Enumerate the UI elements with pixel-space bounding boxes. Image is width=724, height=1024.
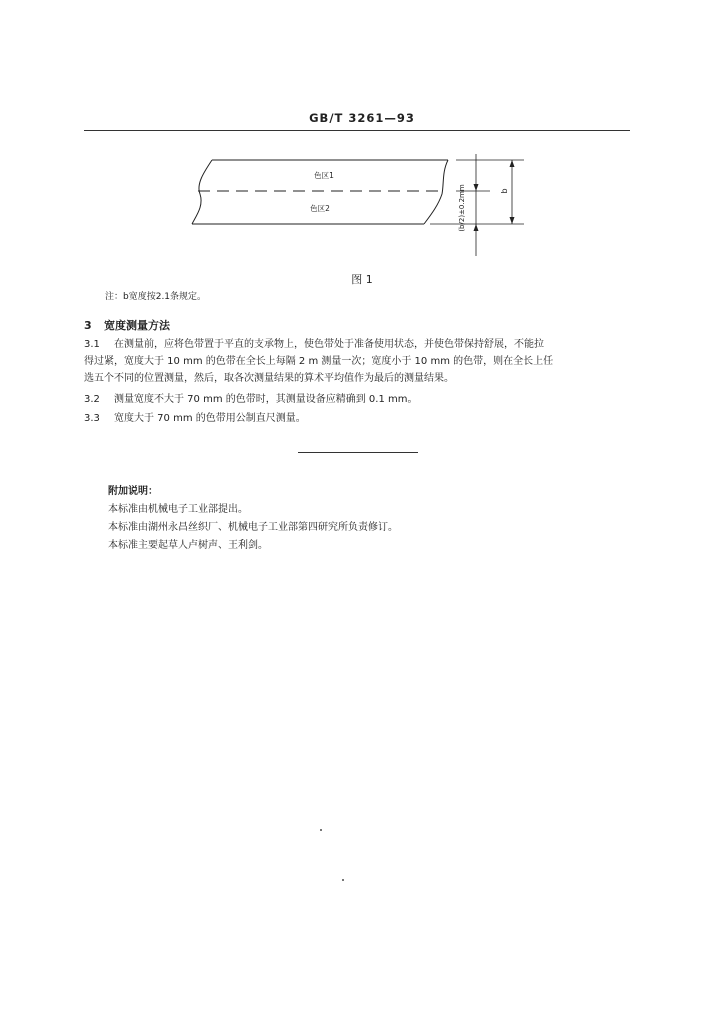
arrow-half-top: [474, 184, 479, 191]
figure-caption: 图 1: [351, 273, 373, 286]
ribbon-right-break: [424, 160, 448, 224]
scan-speck: [320, 829, 322, 831]
addendum-line-1: 本标准由机械电子工业部提出。: [108, 504, 248, 515]
paragraph-3-3-number: 3.3: [84, 413, 100, 424]
paragraph-3-1-line-2: 得过紧，宽度大于 10 mm 的色带在全长上每隔 2 m 测量一次；宽度小于 10 mm 的色带，则在全长上任: [84, 356, 554, 367]
figure-1-diagram: [190, 150, 530, 260]
paragraph-3-2: [84, 391, 636, 408]
section-number: 3: [84, 319, 92, 332]
paragraph-3-1: [84, 336, 636, 387]
section-separator: [298, 452, 418, 453]
addendum-line-2: 本标准由湖州永昌丝织厂、机械电子工业部第四研究所负责修订。: [108, 522, 398, 533]
section-heading: [84, 317, 170, 333]
document-header: GB/T 3261—93: [309, 111, 415, 125]
dim-full-label: b: [500, 188, 509, 194]
paragraph-3-1-line-1: 3.1 在测量前，应将色带置于平直的支承物上，使色带处于准备使用状态，并使色带保持舒展，不能拉: [84, 336, 636, 353]
zone2-label: 色区2: [310, 204, 330, 213]
figure-note: 注：b宽度按2.1条规定。: [105, 292, 207, 302]
arrow-full-top: [510, 160, 515, 167]
ribbon-left-break: [192, 160, 212, 224]
zone1-label: 色区1: [314, 171, 334, 180]
paragraph-3-3-text: 宽度大于 70 mm 的色带用公制直尺测量。: [114, 413, 306, 424]
dim-half-label: (b/2)±0.2mm: [458, 184, 466, 232]
paragraph-3-3: [84, 410, 636, 427]
paragraph-3-1-number: 3.1: [84, 339, 100, 350]
paragraph-3-1-line-3: 选五个不同的位置测量，然后，取各次测量结果的算术平均值作为最后的测量结果。: [84, 373, 454, 384]
paragraph-3-2-number: 3.2: [84, 394, 100, 405]
addendum-title: 附加说明：: [108, 486, 158, 497]
paragraph-3-2-text: 测量宽度不大于 70 mm 的色带时，其测量设备应精确到 0.1 mm。: [114, 394, 418, 405]
addendum-line-3: 本标准主要起草人卢树声、王利剑。: [108, 540, 268, 551]
arrow-half-bottom: [474, 224, 479, 231]
scan-speck: [342, 879, 344, 881]
arrow-full-bottom: [510, 217, 515, 224]
header-rule: [84, 130, 630, 131]
section-title: 宽度测量方法: [104, 319, 170, 332]
